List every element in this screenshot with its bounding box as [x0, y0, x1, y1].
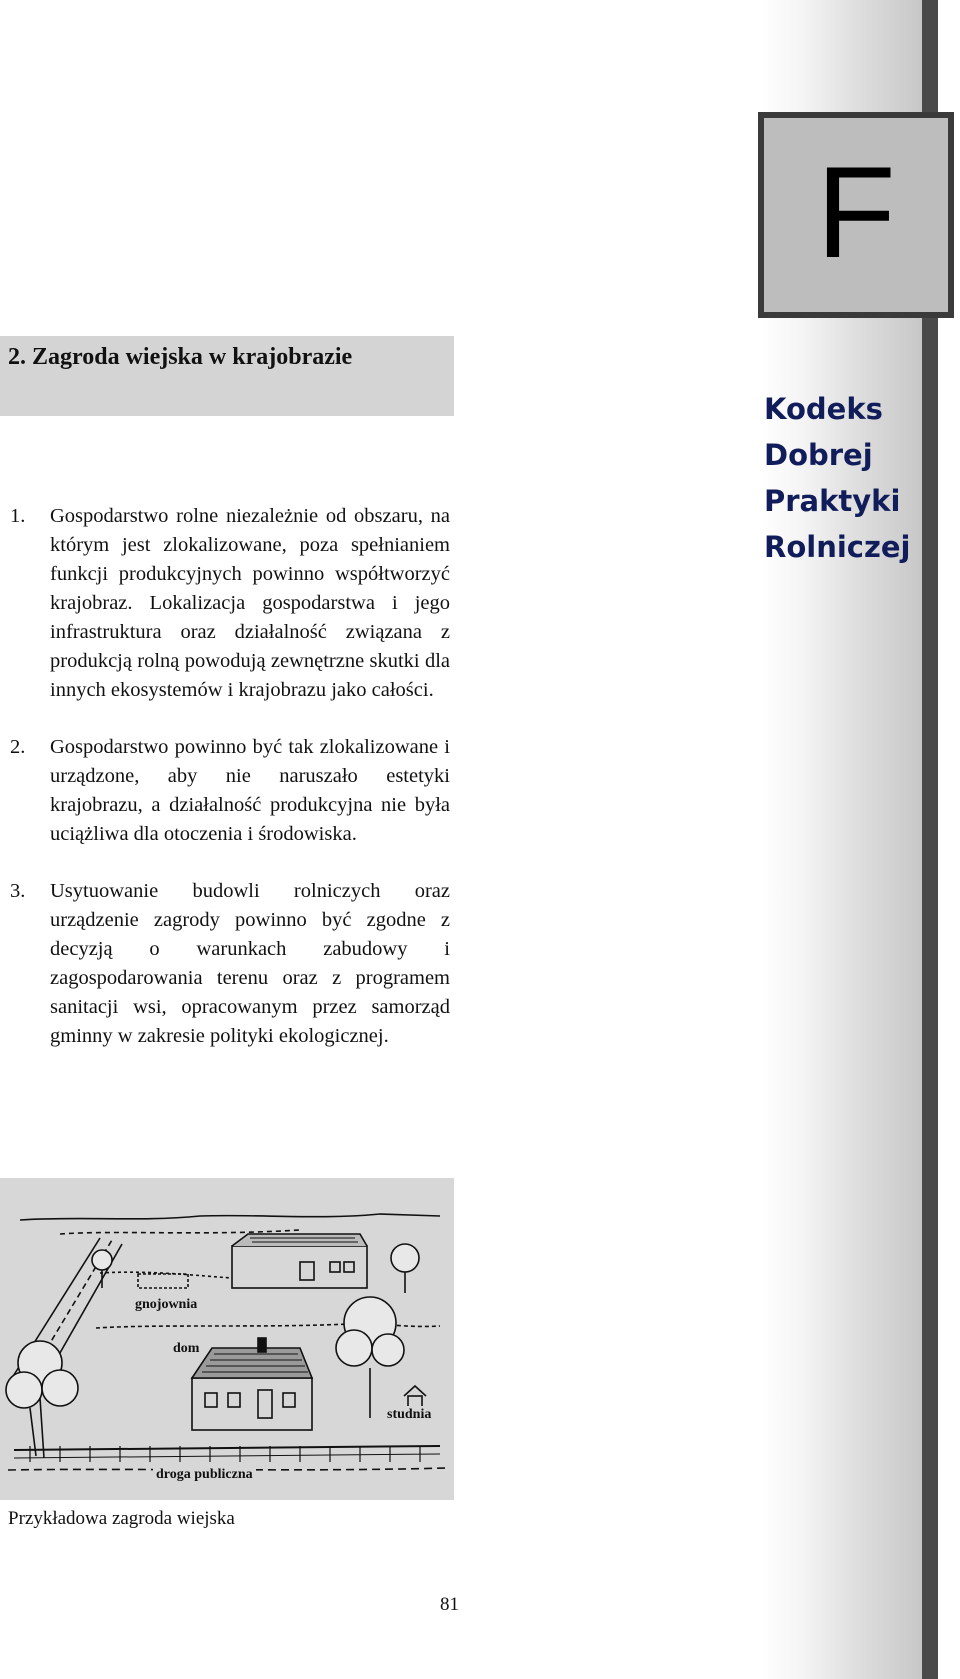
farmstead-drawing: [0, 1178, 454, 1500]
farmstead-illustration: [0, 1178, 454, 1500]
codex-line: Dobrej: [764, 438, 873, 472]
codex-line: Praktyki: [764, 484, 901, 518]
section-title: 2. Zagroda wiejska w krajobrazie: [8, 344, 353, 370]
label-studnia: studnia: [384, 1406, 434, 1424]
chapter-letter: F: [816, 139, 896, 285]
label-gnojownia: gnojownia: [132, 1296, 200, 1314]
codex-line: Rolniczej: [764, 530, 911, 564]
points-list: [0, 502, 450, 1079]
point-text: Usytuowanie budowli rolniczych oraz urządzenie zagrody powinno być zgodne z decyzją o warunkach zabudowy i zagospodarowania terenu oraz z programem sanitacji wsi, opracowanym przez samorząd gminny w zakresie polityki ekologicznej.: [50, 880, 450, 1047]
list-item: [0, 877, 450, 1051]
codex-title: [764, 386, 924, 570]
point-text: Gospodarstwo powinno być tak zlokalizowane i urządzone, aby nie naruszało estetyki krajobrazu, a działalność produkcyjna nie była uciążliwa dla otoczenia i środowiska.: [50, 736, 450, 845]
label-droga-publiczna: droga publiczna: [153, 1466, 256, 1484]
label-dom: dom: [170, 1340, 202, 1358]
list-item: [0, 502, 450, 705]
codex-line: Kodeks: [764, 392, 883, 426]
page-number: 81: [440, 1594, 459, 1615]
point-number: 2.: [10, 736, 26, 758]
point-text: Gospodarstwo rolne niezależnie od obszaru, na którym jest zlokalizowane, poza spełnianiem funkcji produkcyjnych powinno współtworzyć krajobraz. Lokalizacja gospodarstwa i jego infrastruktura oraz działalność związana z produkcją rolną powodują zewnętrzne skutki dla innych ekosystemów i krajobrazu jako całości.: [50, 505, 450, 701]
chapter-letter-box: [758, 112, 954, 318]
figure-caption: Przykładowa zagroda wiejska: [8, 1508, 235, 1529]
list-item: [0, 733, 450, 849]
point-number: 3.: [10, 880, 26, 902]
point-number: 1.: [10, 505, 26, 527]
section-header: [0, 336, 454, 416]
